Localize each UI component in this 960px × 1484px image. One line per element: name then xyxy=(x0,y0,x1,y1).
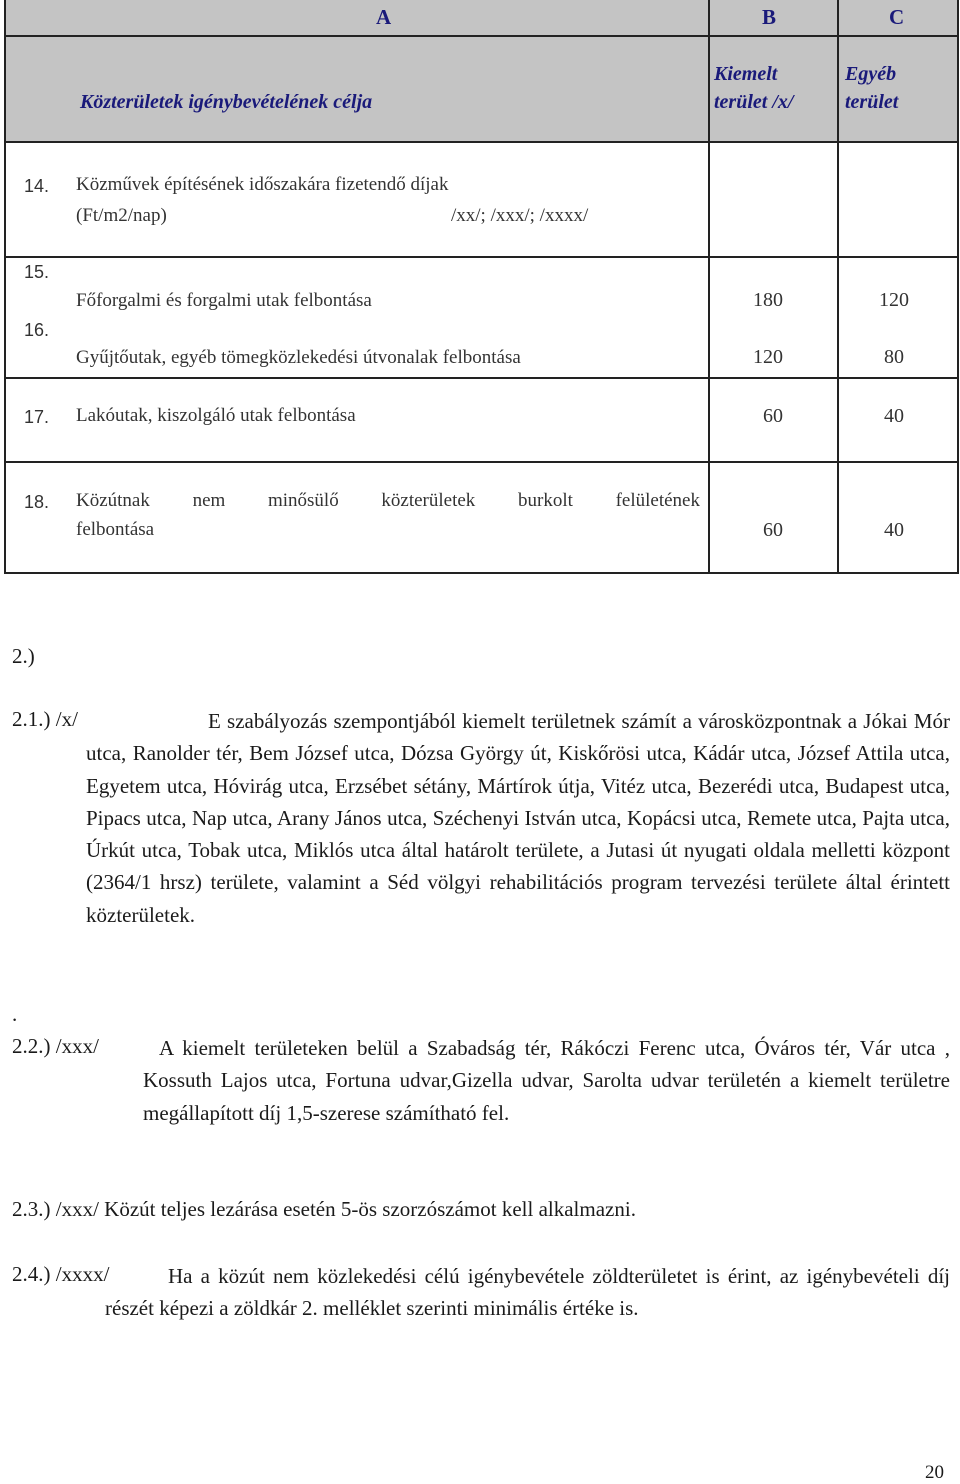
value-other: 120 xyxy=(879,289,909,311)
header-purpose: Közterületek igénybevételének célja xyxy=(80,91,373,113)
paragraph-label: 2.1.) /x/ xyxy=(12,707,78,731)
row-text: felbontása xyxy=(76,519,155,540)
header-other-line1: Egyéb xyxy=(845,63,897,85)
column-letter-c: C xyxy=(889,5,905,29)
row-divider xyxy=(6,377,957,379)
paragraph-2-3: 2.3.) /xxx/ Közút teljes lezárása esetén 5-ös szorzószámot kell alkalmazni. xyxy=(12,1197,636,1221)
row-divider xyxy=(6,461,957,463)
paragraph-label: 2.4.) /xxxx/ xyxy=(12,1262,110,1286)
row-divider xyxy=(6,256,957,258)
col-divider-b xyxy=(708,0,710,572)
row-text: Közművek építésének időszakára fizetendő díjak xyxy=(76,174,449,195)
paragraph-2-4: Ha a közút nem közlekedési célú igénybevétele zöldterületet is érint, az igénybevételi díj részét képezi a zöldkár 2. melléklet szerinti minimális értéke is. xyxy=(105,1264,950,1321)
row-text: Gyűjtőutak, egyéb tömegközlekedési útvonalak felbontása xyxy=(76,347,521,368)
row-number: 15. xyxy=(24,262,50,282)
row-number: 17. xyxy=(24,407,50,427)
value-other: 80 xyxy=(884,346,904,368)
row-number: 16. xyxy=(24,320,50,340)
value-highlighted: 60 xyxy=(763,405,783,427)
table-header xyxy=(6,0,957,143)
value-other: 40 xyxy=(884,405,904,427)
column-letter-b: B xyxy=(762,5,777,29)
page-number: 20 xyxy=(925,1462,944,1483)
header-divider xyxy=(6,35,957,37)
paragraph-2-2: A kiemelt területeken belül a Szabadság tér, Rákóczi Ferenc utca, Óváros tér, Vár utca , Kossuth Lajos utca, Fortuna udvar,Gizella udvar, Sarolta udvar területén a kiemelt területre megállapított díj 1,5-szerese számítható fel. xyxy=(143,1036,950,1125)
paragraph-label: 2.2.) /xxx/ xyxy=(12,1034,99,1058)
paragraph-2-1: E szabályozás szempontjából kiemelt területnek számít a városközpontnak a Jókai Mór utca, Ranolder tér, Bem József utca, Dózsa György út, Kiskőrösi utca, Kádár utca, József Attila utca, Egyetem utca, Hóvirág utca, Erzsébet sétány, Mártírok útja, Vitéz utca, Bezerédi utca, Budapest utca, Pipacs utca, Nap utca, Arany János utca, Széchenyi István utca, Kopácsi utca, Remete utca, Pajta utca, Úrkút utca, Tobak utca, Miklós utca által határolt területe, a Jutasi út nyugati oldala melletti központ (2364/1 hrsz) területe, valamint a Séd völgyi rehabilitációs program tervezési területe által érintett közterületek. xyxy=(86,709,950,927)
row-number: 18. xyxy=(24,492,50,512)
value-other: 40 xyxy=(884,519,904,541)
row-text: /xx/; /xxx/; /xxxx/ xyxy=(451,205,589,226)
separator-dot: . xyxy=(12,1002,18,1026)
row-text: (Ft/m2/nap) xyxy=(76,205,167,226)
column-letter-a: A xyxy=(376,5,392,29)
value-highlighted: 180 xyxy=(753,289,783,311)
row-text: Főforgalmi és forgalmi utak felbontása xyxy=(76,290,372,311)
header-highlighted-line1: Kiemelt xyxy=(714,63,778,85)
row-text: Közútnak nem minősülő közterületek burkolt felületének xyxy=(76,490,700,511)
row-text: Lakóutak, kiszolgáló utak felbontása xyxy=(76,405,356,426)
row-number: 14. xyxy=(24,176,50,196)
header-other-line2: terület xyxy=(845,91,899,113)
col-divider-c xyxy=(837,0,839,572)
section-title: 2.) xyxy=(12,644,35,668)
value-highlighted: 60 xyxy=(763,519,783,541)
fee-table xyxy=(4,0,959,574)
value-highlighted: 120 xyxy=(753,346,783,368)
header-highlighted-line2: terület /x/ xyxy=(714,91,794,113)
